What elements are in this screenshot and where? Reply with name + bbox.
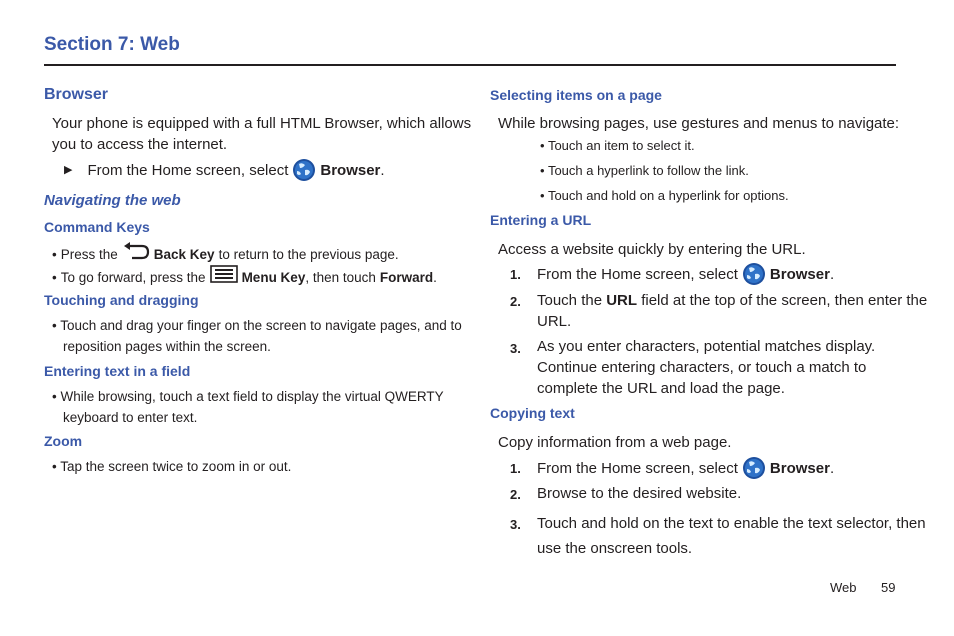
copy-step2-number: 2.	[510, 487, 521, 502]
browser-globe-icon	[742, 456, 766, 480]
select-bullet-text: Touch a hyperlink to follow the link.	[547, 163, 749, 178]
browser-intro-line1: Your phone is equipped with a full HTML Browser, which allows	[52, 115, 472, 132]
copy-step1-prefix: From the Home screen, select	[537, 459, 738, 477]
browser-intro-line2: you to access the internet.	[52, 136, 228, 153]
title-divider	[44, 64, 896, 66]
back-key-icon	[122, 242, 150, 266]
zoom-heading: Zoom	[44, 433, 83, 449]
touching-text1: Touch and drag your finger on the screen to navigate pages, and to	[60, 318, 462, 333]
zoom-text: Tap the screen twice to zoom in or out.	[60, 459, 292, 474]
back-key-label: Back Key	[153, 246, 215, 262]
touching-line1: • Touch and drag your finger on the screen to navigate pages, and to	[52, 318, 462, 333]
copy-step3-line1: Touch and hold on the text to enable the text selector, then	[537, 515, 926, 532]
browser-globe-icon	[742, 262, 766, 286]
entering-text1: While browsing, touch a text field to display the virtual QWERTY	[60, 389, 444, 404]
browser-globe-icon	[292, 158, 316, 182]
zoom-line: • Tap the screen twice to zoom in or out.	[52, 459, 292, 474]
navigating-heading: Navigating the web	[44, 192, 181, 209]
url-step1	[537, 262, 834, 286]
copy-step2: Browse to the desired website.	[537, 485, 742, 502]
copy-step1-period: .	[829, 459, 835, 477]
back-bullet-prefix: Press the	[60, 246, 118, 262]
copy-step3-line2: use the onscreen tools.	[537, 540, 693, 557]
menu-key-icon	[210, 265, 238, 289]
touching-heading: Touching and dragging	[44, 292, 199, 308]
copy-step3-number: 3.	[510, 517, 521, 532]
browser-step	[64, 158, 385, 182]
copy-step1	[537, 456, 834, 480]
url-step2-line2: URL.	[537, 313, 572, 330]
entering-text-line1: • While browsing, touch a text field to display the virtual QWERTY	[52, 389, 444, 404]
bullet-dot: •	[52, 246, 57, 262]
copy-step1-number: 1.	[510, 461, 521, 476]
select-bullet-3: • Touch and hold on a hyperlink for options.	[540, 188, 789, 203]
url-step2-suffix: field at the top of the screen, then enter the	[641, 292, 928, 309]
touching-line2: reposition pages within the screen.	[63, 339, 271, 354]
copying-intro: Copy information from a web page.	[498, 434, 732, 451]
url-intro: Access a website quickly by entering the URL.	[498, 241, 806, 258]
footer-section-label: Web	[830, 580, 857, 595]
command-keys-heading: Command Keys	[44, 219, 150, 235]
select-bullet-1: • Touch an item to select it.	[540, 138, 695, 153]
url-step1-app: Browser	[769, 265, 830, 283]
step-prefix: From the Home screen, select	[87, 161, 289, 179]
url-step3-line3: complete the URL and load the page.	[537, 380, 785, 397]
selecting-intro: While browsing pages, use gestures and menus to navigate:	[498, 115, 900, 132]
menu-key-label: Menu Key	[241, 269, 306, 285]
menu-bullet-middle: , then touch	[305, 269, 376, 285]
url-step3-number: 3.	[510, 341, 521, 356]
entering-text-line2: keyboard to enter text.	[63, 410, 198, 425]
select-bullet-text: Touch an item to select it.	[547, 138, 695, 153]
url-step1-prefix: From the Home screen, select	[537, 265, 738, 283]
step-app-name: Browser	[320, 161, 381, 179]
selecting-heading: Selecting items on a page	[490, 87, 662, 103]
menu-bullet-period: .	[433, 269, 437, 285]
url-step2-number: 2.	[510, 294, 521, 309]
entering-text-heading: Entering text in a field	[44, 363, 191, 379]
copy-step1-app: Browser	[769, 459, 830, 477]
copying-heading: Copying text	[490, 405, 575, 421]
command-bullet-menu	[52, 265, 437, 289]
url-step3-line1: As you enter characters, potential matches display.	[537, 338, 876, 355]
browser-heading: Browser	[44, 86, 109, 103]
back-bullet-suffix: to return to the previous page.	[218, 246, 399, 262]
forward-label: Forward	[379, 269, 434, 285]
select-bullet-2: • Touch a hyperlink to follow the link.	[540, 163, 749, 178]
url-step3-line2: Continue entering characters, or touch a match to	[537, 359, 867, 376]
url-step1-number: 1.	[510, 267, 521, 282]
url-heading: Entering a URL	[490, 212, 592, 228]
page-title: Section 7: Web	[44, 34, 180, 55]
select-bullet-text: Touch and hold on a hyperlink for options.	[547, 188, 789, 203]
step-period: .	[380, 161, 385, 179]
url-step2-line1	[537, 290, 927, 311]
page-number: 59	[881, 580, 896, 595]
url-field-label: URL	[606, 292, 638, 309]
url-step2-prefix: Touch the	[537, 292, 603, 309]
command-bullet-back	[52, 242, 399, 266]
url-step1-period: .	[829, 265, 835, 283]
arrow-bullet-icon: ▶	[64, 163, 73, 176]
bullet-dot: •	[52, 269, 57, 285]
menu-bullet-prefix: To go forward, press the	[60, 269, 206, 285]
